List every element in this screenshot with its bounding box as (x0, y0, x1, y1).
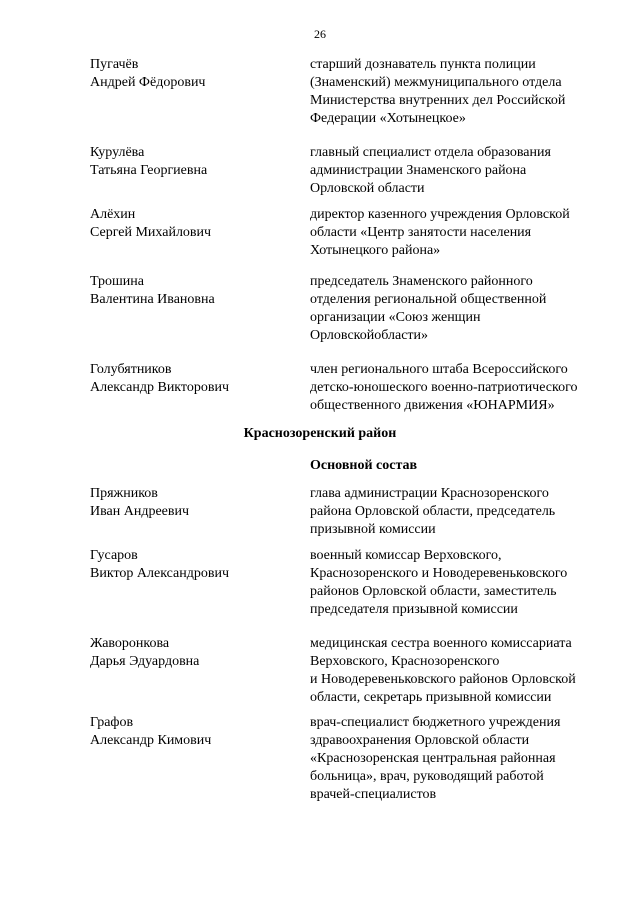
role-line: детско-юношеского военно-патриотического (310, 380, 578, 395)
role-line: (Знаменский) межмуниципального отдела (310, 75, 562, 90)
given-names: Татьяна Георгиевна (90, 163, 208, 178)
role-line: и Новодеревеньковского районов Орловской (310, 672, 576, 687)
member-role (310, 361, 610, 415)
surname: Графов (90, 715, 134, 730)
role-line: главный специалист отдела образования (310, 145, 551, 160)
member-name (90, 56, 290, 92)
role-line: общественного движения «ЮНАРМИЯ» (310, 398, 555, 413)
district-heading: Краснозоренский район (243, 426, 397, 441)
role-line: Орловскойобласти» (310, 328, 429, 343)
given-names: Александр Кимович (90, 733, 212, 748)
given-names: Валентина Ивановна (90, 292, 215, 307)
member-name (90, 547, 290, 583)
given-names: Александр Викторович (90, 380, 230, 395)
member-name (90, 144, 290, 180)
role-line: врачей-специалистов (310, 787, 437, 802)
role-line: больница», врач, руководящий работой (310, 769, 544, 784)
member-name (90, 485, 290, 521)
role-line: Федерации «Хотынецкое» (310, 111, 466, 126)
role-line: Краснозоренского и Новодеревеньковского (310, 566, 568, 581)
member-role (310, 56, 610, 128)
role-line: старший дознаватель пункта полиции (310, 57, 536, 72)
role-line: председателя призывной комиссии (310, 602, 518, 617)
role-line: призывной комиссии (310, 522, 436, 537)
surname: Пугачёв (90, 57, 139, 72)
member-name (90, 714, 290, 750)
surname: Гусаров (90, 548, 138, 563)
given-names: Иван Андреевич (90, 504, 190, 519)
given-names: Андрей Фёдорович (90, 75, 206, 90)
role-line: председатель Знаменского районного (310, 274, 533, 289)
role-line: глава администрации Краснозоренского (310, 486, 549, 501)
surname: Курулёва (90, 145, 145, 160)
role-line: администрации Знаменского района (310, 163, 527, 178)
role-line: «Краснозоренская центральная районная (310, 751, 556, 766)
role-line: Министерства внутренних дел Российской (310, 93, 566, 108)
member-role (310, 547, 610, 619)
member-role (310, 144, 610, 198)
surname: Голубятников (90, 362, 172, 377)
given-names: Виктор Александрович (90, 566, 230, 581)
given-names: Сергей Михайлович (90, 225, 212, 240)
role-line: отделения региональной общественной (310, 292, 547, 307)
member-role (310, 714, 610, 804)
surname: Трошина (90, 274, 144, 289)
member-name (90, 273, 290, 309)
role-line: Верховского, Краснозоренского (310, 654, 500, 669)
member-name (90, 206, 290, 242)
surname: Пряжников (90, 486, 158, 501)
section-heading: Основной состав (310, 458, 418, 473)
member-name (90, 361, 290, 397)
member-role (310, 635, 610, 707)
member-role (310, 206, 610, 260)
surname: Алёхин (90, 207, 136, 222)
role-line: медицинская сестра военного комиссариата (310, 636, 572, 651)
surname: Жаворонкова (90, 636, 170, 651)
given-names: Дарья Эдуардовна (90, 654, 200, 669)
role-line: директор казенного учреждения Орловской (310, 207, 570, 222)
role-line: Хотынецкого района» (310, 243, 441, 258)
member-role (310, 485, 610, 539)
role-line: организации «Союз женщин (310, 310, 481, 325)
role-line: районов Орловской области, заместитель (310, 584, 557, 599)
role-line: здравоохранения Орловской области (310, 733, 530, 748)
role-line: района Орловской области, председатель (310, 504, 556, 519)
member-name (90, 635, 290, 671)
role-line: области, секретарь призывной комиссии (310, 690, 552, 705)
role-line: военный комиссар Верховского, (310, 548, 502, 563)
role-line: член регионального штаба Всероссийского (310, 362, 568, 377)
role-line: Орловской области (310, 181, 425, 196)
role-line: врач-специалист бюджетного учреждения (310, 715, 561, 730)
page-number: 26 (314, 27, 326, 41)
member-role (310, 273, 610, 345)
role-line: области «Центр занятости населения (310, 225, 532, 240)
